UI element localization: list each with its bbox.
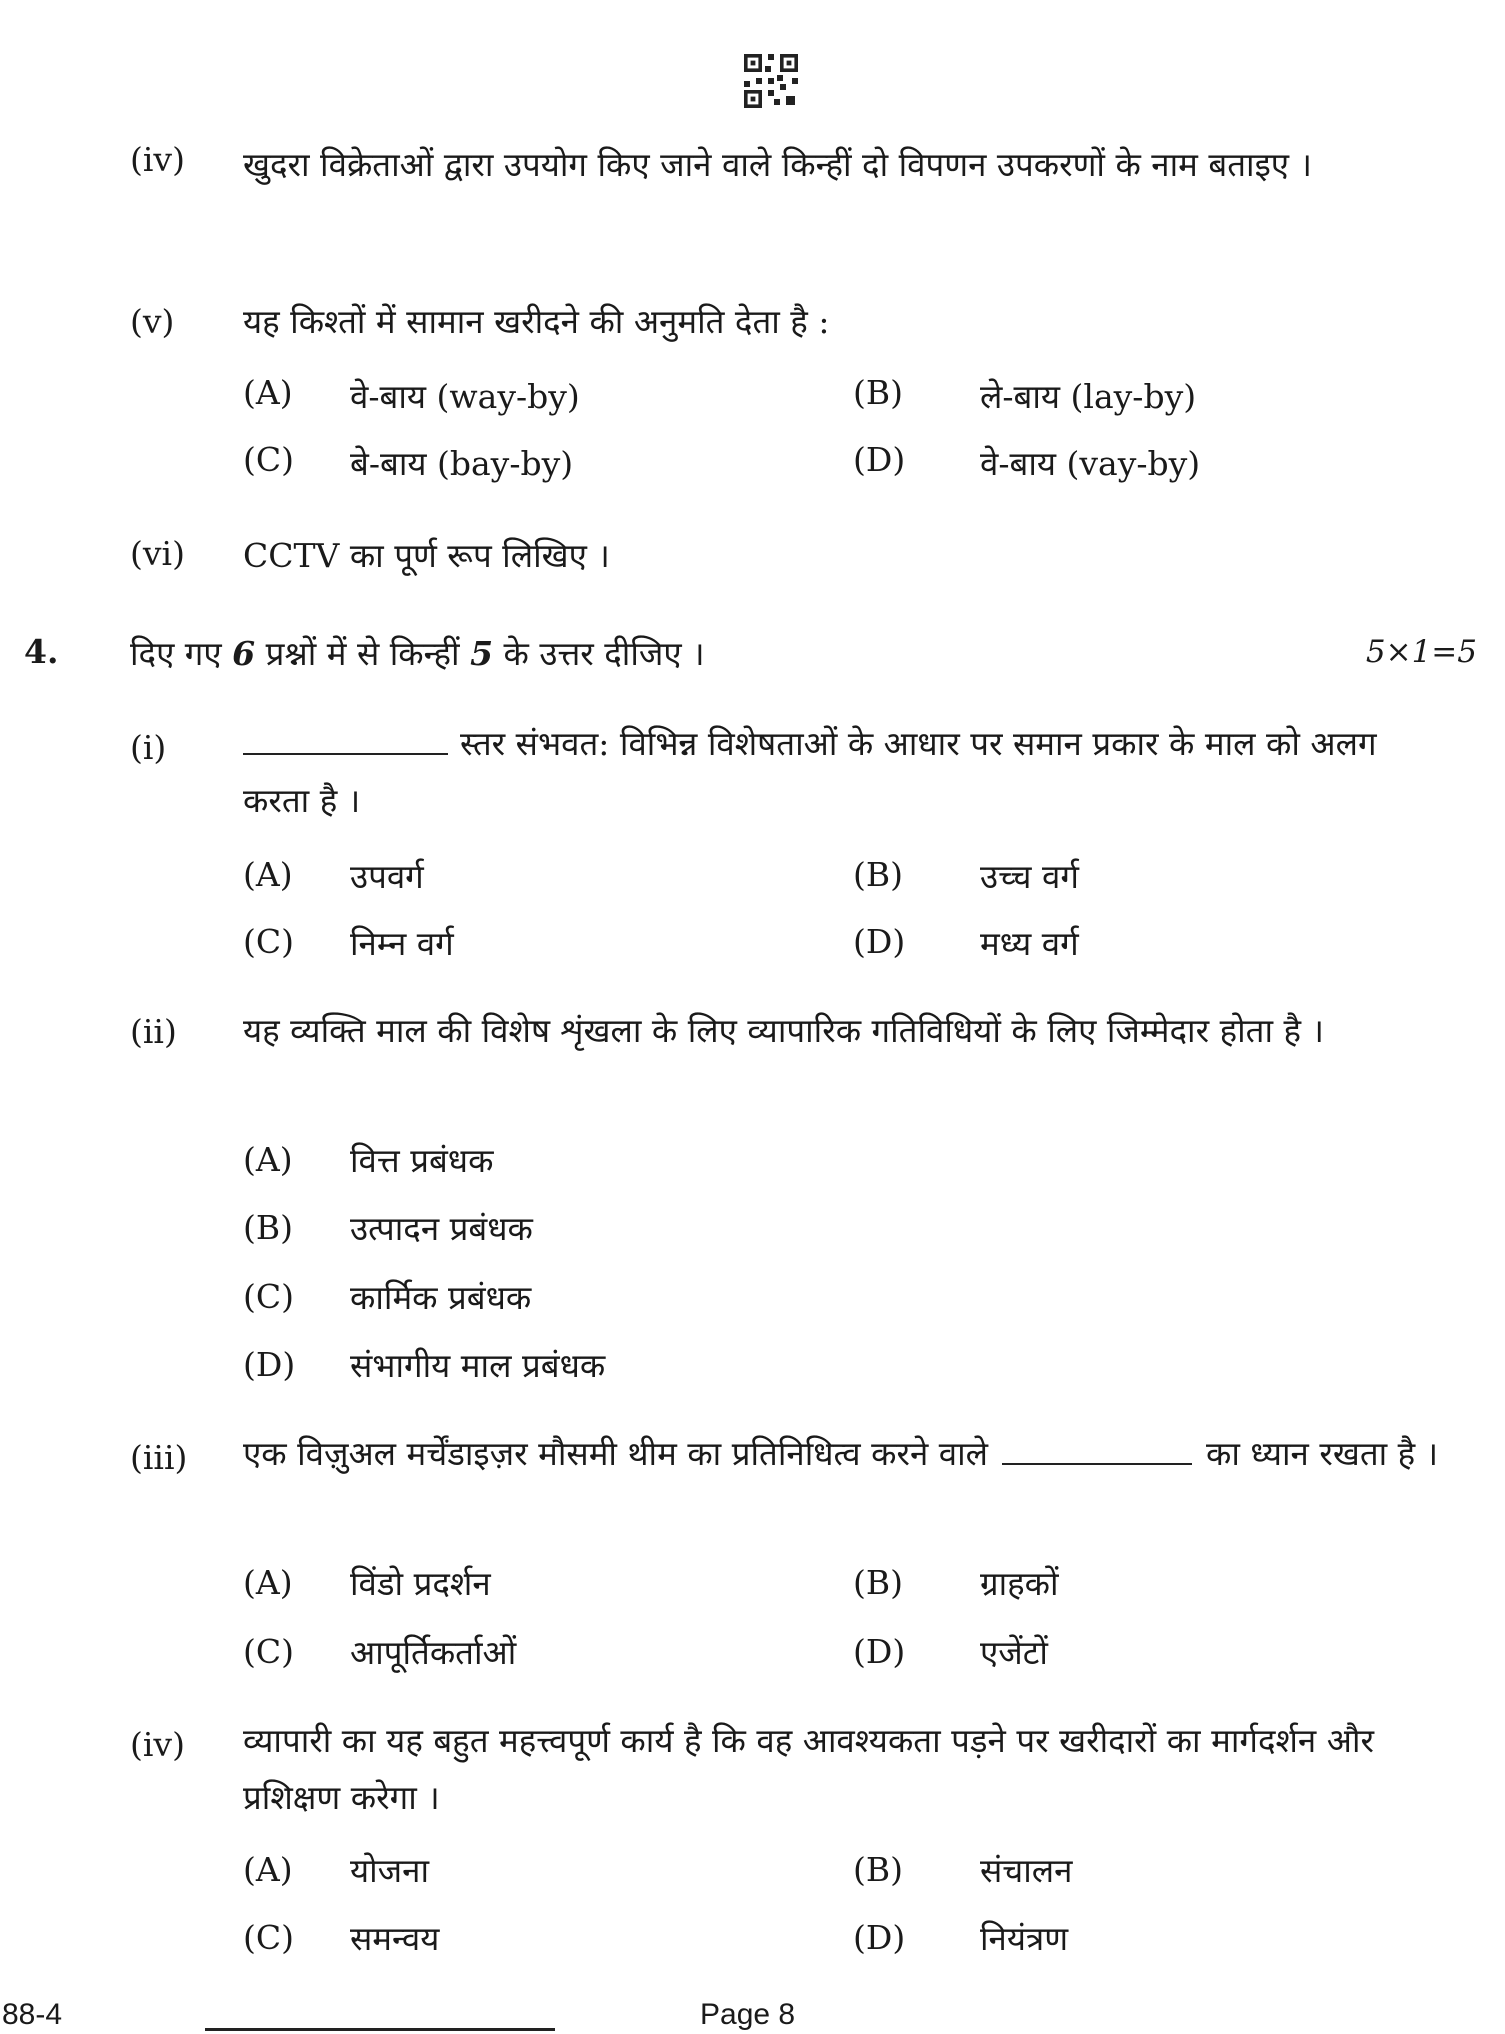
q3-v-option-a-label: (A): [243, 373, 293, 412]
q3-v-option-a-text: वे-बाय (way-by): [350, 377, 580, 416]
q4-iv-option-b-label: (B): [853, 1850, 903, 1889]
q3-vi-text: CCTV का पूर्ण रूप लिखिए ।: [243, 536, 610, 575]
q4-ii-option-b-text: उत्पादन प्रबंधक: [350, 1209, 533, 1248]
q4-iii-option-a-text: विंडो प्रदर्शन: [350, 1564, 491, 1603]
q3-v-option-d-text: वे-बाय (vay-by): [980, 444, 1201, 483]
q4-iii-blank: [1002, 1433, 1192, 1465]
q4-i-blank: [243, 723, 448, 755]
q4-ii-option-b-label: (B): [243, 1208, 293, 1247]
q4-iv-option-a-text: योजना: [350, 1851, 430, 1890]
q3-v-text: यह किश्तों में सामान खरीदने की अनुमति देता है :: [243, 302, 830, 341]
q4-iii-option-a-label: (A): [243, 1563, 293, 1602]
q4-ii-option-d-label: (D): [243, 1345, 296, 1384]
q4-iii-text-pre: एक विज़ुअल मर्चेंडाइज़र मौसमी थीम का प्रतिनिधित्व करने वाले: [243, 1434, 989, 1473]
q4-i-text: स्तर संभवत: विभिन्न विशेषताओं के आधार पर समान प्रकार के माल को अलग करता है ।: [243, 724, 1377, 820]
q4-iv-option-c-label: (C): [243, 1918, 294, 1957]
q4-ii-option-c-text: कार्मिक प्रबंधक: [350, 1278, 532, 1317]
footer-code: 88-4: [2, 1998, 63, 2031]
q4-i-option-c-label: (C): [243, 922, 294, 961]
footer-page-number: Page 8: [700, 1998, 796, 2031]
q4-iv-option-d-text: नियंत्रण: [980, 1919, 1069, 1958]
q4-i-number: (i): [130, 728, 167, 767]
q4-ii-text: यह व्यक्ति माल की विशेष शृंखला के लिए व्यापारिक गतिविधियों के लिए जिम्मेदार होता है ।: [243, 1011, 1325, 1050]
q4-ii-option-c-label: (C): [243, 1277, 294, 1316]
q4-iii-option-c-text: आपूर्तिकर्ताओं: [350, 1633, 517, 1672]
q4-iv-option-d-label: (D): [853, 1918, 906, 1957]
q4-i-option-b-text: उच्च वर्ग: [980, 857, 1079, 896]
q4-number: 4.: [24, 632, 59, 671]
q3-iv-text: खुदरा विक्रेताओं द्वारा उपयोग किए जाने वाले किन्हीं दो विपणन उपकरणों के नाम बताइए ।: [243, 145, 1313, 184]
q4-i-option-c-text: निम्न वर्ग: [350, 924, 454, 963]
q3-v-option-c-text: बे-बाय (bay-by): [350, 444, 574, 483]
q4-iv-option-a-label: (A): [243, 1850, 293, 1889]
q4-i-option-b-label: (B): [853, 855, 903, 894]
q3-v-option-c-label: (C): [243, 440, 294, 479]
q3-v-option-d-label: (D): [853, 440, 906, 479]
q4-i-option-d-label: (D): [853, 922, 906, 961]
q4-ii-option-d-text: संभागीय माल प्रबंधक: [350, 1346, 606, 1385]
q4-iv-number: (iv): [130, 1725, 185, 1764]
q4-ii-option-a-label: (A): [243, 1140, 293, 1179]
q3-v-option-b-label: (B): [853, 373, 903, 412]
q4-answer-count: 5: [470, 634, 494, 673]
qr-code: [744, 54, 798, 108]
q4-iii-question: [243, 1425, 1453, 1482]
q4-iv-option-b-text: संचालन: [980, 1851, 1073, 1890]
q3-v-number: (v): [130, 302, 175, 341]
q4-instruction-mid: प्रश्नों में से किन्हीं: [255, 634, 471, 673]
q4-iii-number: (iii): [130, 1438, 188, 1477]
q4-iii-option-c-label: (C): [243, 1632, 294, 1671]
q4-iii-option-d-text: एजेंटों: [980, 1633, 1048, 1672]
q4-iii-option-b-text: ग्राहकों: [980, 1564, 1059, 1603]
q4-i-option-d-text: मध्य वर्ग: [980, 924, 1079, 963]
q4-iv-option-c-text: समन्वय: [350, 1919, 440, 1958]
q4-i-question: [243, 715, 1453, 829]
q4-iii-text-post: का ध्यान रखता है ।: [1206, 1434, 1439, 1473]
footer-rule: [205, 2028, 555, 2031]
q4-i-option-a-label: (A): [243, 855, 293, 894]
q4-iv-text: व्यापारी का यह बहुत महत्त्वपूर्ण कार्य है कि वह आवश्यकता पड़ने पर खरीदारों का मार्गदर्शन और प्रशिक्षण करेगा ।: [243, 1721, 1374, 1817]
q4-ii-option-a-text: वित्त प्रबंधक: [350, 1141, 494, 1180]
q4-instruction-pre: दिए गए: [130, 634, 233, 673]
q4-marks: 5×1=5: [1365, 634, 1477, 670]
q4-total-questions: 6: [232, 634, 256, 673]
q4-instruction: [130, 630, 705, 675]
q3-vi-number: (vi): [130, 534, 185, 573]
q3-iv-number: (iv): [130, 140, 185, 179]
q4-ii-number: (ii): [130, 1012, 177, 1051]
q4-iii-option-d-label: (D): [853, 1632, 906, 1671]
q4-instruction-post: के उत्तर दीजिए ।: [493, 634, 705, 673]
q3-v-option-b-text: ले-बाय (lay-by): [980, 377, 1197, 416]
q4-iii-option-b-label: (B): [853, 1563, 903, 1602]
q4-i-option-a-text: उपवर्ग: [350, 857, 424, 896]
